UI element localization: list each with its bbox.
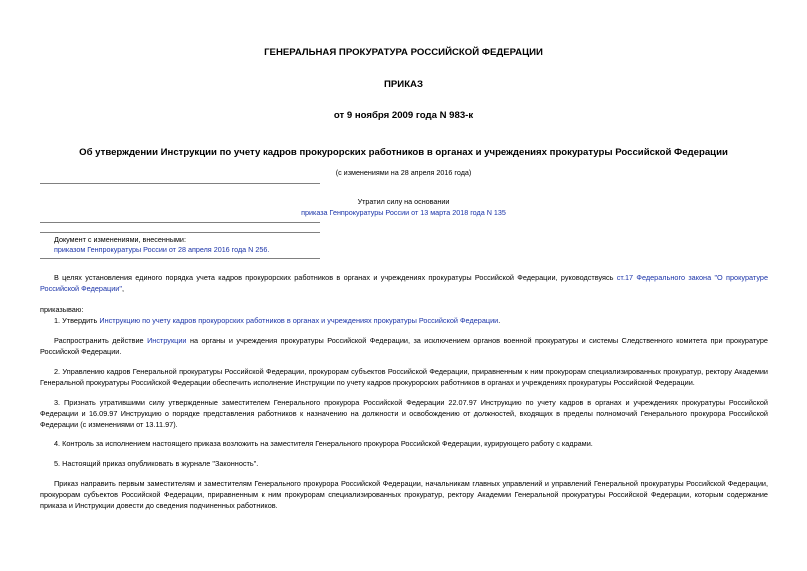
divider	[40, 183, 320, 184]
divider	[40, 258, 320, 259]
order-word: приказываю:	[40, 305, 84, 314]
instruction-link[interactable]: Инструкцию по учету кадров прокурорских работников в органах и учреждениях прокуратуры Российской Федерации	[99, 316, 499, 325]
paragraph-1: 1. Утвердить Инструкцию по учету кадров прокурорских работников в органах и учреждениях прокуратуры Российской Федерации.	[54, 316, 501, 325]
changes-label: Документ с изменениями, внесенными:	[54, 235, 186, 244]
paragraph-preamble: В целях установления единого порядка учета кадров прокурорских работников в органах и учреждениях прокуратуры Российской Федерации, руководствуясь ст.17 Федерального закона "О прокуратуре Российской Федерации",	[40, 273, 769, 293]
doc-type: ПРИКАЗ	[384, 79, 423, 90]
changes-order-link[interactable]: приказом Генпрокуратуры России от 28 апреля 2016 года N 256.	[54, 245, 270, 254]
law-article-link[interactable]: ст.17 Федерального закона "О прокуратуре Российской Федерации"	[40, 273, 769, 293]
doc-date-number: от 9 ноября 2009 года N 983-к	[333, 110, 474, 121]
divider	[40, 232, 320, 233]
paragraph-5: 5. Настоящий приказ опубликовать в журнале "Законность".	[54, 459, 259, 468]
paragraph-2: 2. Управлению кадров Генеральной прокуратуры Российской Федерации, прокурорам субъектов Российской Федерации, приравненным к ним прокурорам специализированных прокуратур, ректору Академии Генеральной прокуратуры Российской Федерации обеспечить исполнение Инструкции по учету кадров прокурорских работников в органах и учреждениях прокуратуры Российской Федерации.	[40, 367, 768, 387]
amendments-note: (с изменениями на 28 апреля 2016 года)	[335, 168, 472, 177]
repeal-status: Утратил силу на основании	[357, 197, 450, 206]
instruction-short-link[interactable]: Инструкции	[147, 336, 187, 345]
doc-title: Об утверждении Инструкции по учету кадров прокурорских работников в органах и учреждениях прокуратуры Российской Федерации	[79, 147, 728, 158]
paragraph-scope: Распространить действие Инструкции на органы и учреждения прокуратуры Российской Федерации, за исключением органов военной прокуратуры и системы Следственного комитета при прокуратуре Российской Федерации.	[40, 336, 768, 356]
paragraph-3: 3. Признать утратившими силу утвержденные заместителем Генерального прокурора Российской Федерации 22.07.97 Инструкцию по учету кадров в органах и учреждениях прокуратуры Российской Федерации и 16.09.97 Инструкцию о порядке представления работников к назначению на должности и освобождению от должностей, входящих в пределы полномочий Генерального прокурора Российской Федерации (с изменениями от 13.11.97).	[40, 398, 768, 429]
paragraph-4: 4. Контроль за исполнением настоящего приказа возложить на заместителя Генерального прокурора Российской Федерации, курирующего работу с кадрами.	[54, 439, 593, 448]
org-name: ГЕНЕРАЛЬНАЯ ПРОКУРАТУРА РОССИЙСКОЙ ФЕДЕРАЦИИ	[264, 47, 543, 58]
divider	[40, 222, 320, 223]
paragraph-distribution: Приказ направить первым заместителям и заместителям Генерального прокурора Российской Федерации, начальникам главных управлений и управлений Генеральной прокуратуры Российской Федерации, прокурорам субъектов Российской Федерации, приравненным к ним прокурорам специализированных прокуратур, ректору Академии Генеральной прокуратуры Российской Федерации, которым содержание приказа и Инструкции довести до сведения подчиненных работников.	[40, 479, 768, 510]
repeal-order-link[interactable]: приказа Генпрокуратуры России от 13 марта 2018 года N 135	[301, 208, 506, 217]
